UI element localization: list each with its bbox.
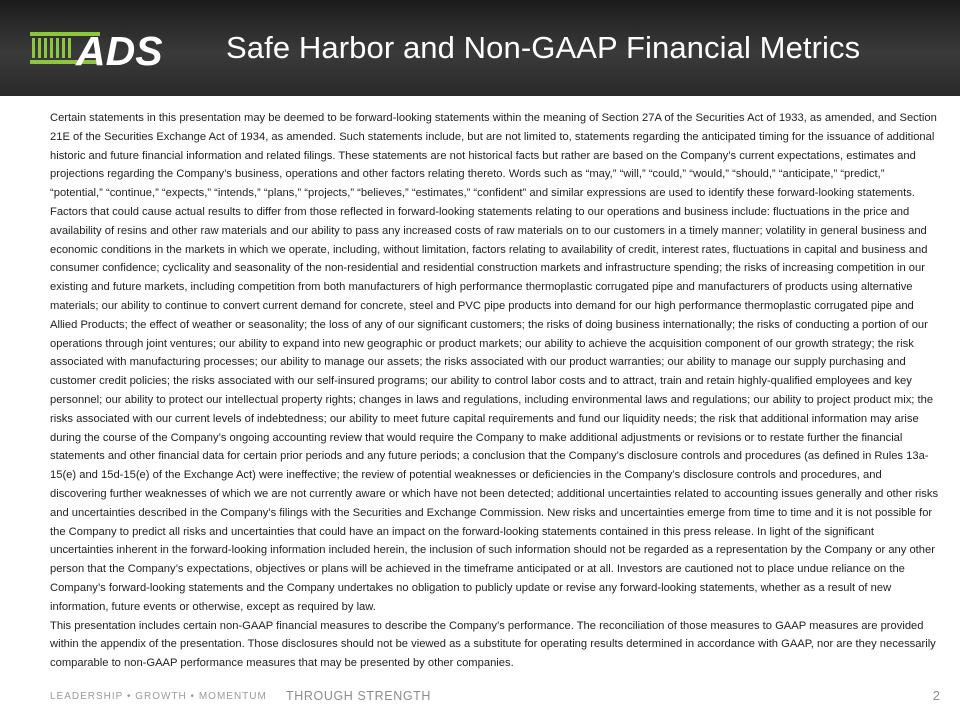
footer-tagline: LEADERSHIP • GROWTH • MOMENTUM <box>50 691 267 702</box>
ads-logo <box>30 26 180 70</box>
disclaimer-body <box>50 109 940 673</box>
header-bar <box>0 0 960 96</box>
page-number: 2 <box>932 688 940 703</box>
footer-subtagline: THROUGH STRENGTH <box>286 689 432 703</box>
safe-harbor-paragraph: Certain statements in this presentation may be deemed to be forward-looking statements within the meaning of Section 27A of the Securities Act of 1933, as amended, and Section 21E of the Securities Exchange Act of 1934, as amended. Such statements include, but are not limited to, statements regarding the anticipated timing for the issuance of additional historic and future financial information and related filings. These statements are not historical facts but rather are based on the Company’s current expectations, estimates and projections regarding the Company’s business, operations and other factors relating thereto. Words such as “may,” “will,” “could,” “would,” “should,” “anticipate,” “predict,” “potential,” “continue,” “expects,” “intends,” “plans,” “projects,” “believes,” “estimates,” “confident” and similar expressions are used to identify these forward-looking statements. Factors that could cause actual results to differ from those reflected in forward-looking statements relating to our operations and business include: fluctuations in the price and availability of resins and other raw materials and our ability to pass any increased costs of raw materials on to our customers in a timely manner; volatility in general business and economic conditions in the markets in which we operate, including, without limitation, factors relating to availability of credit, interest rates, fluctuations in capital and business and consumer confidence; cyclicality and seasonality of the non-residential and residential construction markets and infrastructure spending; the risks of increasing competition in our existing and future markets, including competition from both manufacturers of high performance thermoplastic corrugated pipe and manufacturers of products using alternative materials; our ability to continue to convert current demand for concrete, steel and PVC pipe products into demand for our high performance thermoplastic corrugated pipe and Allied Products; the effect of weather or seasonality; the loss of any of our significant customers; the risks of doing business internationally; the risks of conducting a portion of our operations through joint ventures; our ability to expand into new geographic or product markets; our ability to achieve the acquisition component of our growth strategy; the risk associated with manufacturing processes; our ability to manage our assets; the risks associated with our product warranties; our ability to manage our supply purchasing and customer credit policies; the risks associated with our self-insured programs; our ability to control labor costs and to attract, train and retain highly-qualified employees and key personnel; our ability to protect our intellectual property rights; changes in laws and regulations, including environmental laws and regulations; our ability to project product mix; the risks associated with our current levels of indebtedness; our ability to meet future capital requirements and fund our liquidity needs; the risk that additional information may arise during the course of the Company’s ongoing accounting review that would require the Company to make additional adjustments or revisions or to restate further the financial statements and other financial data for certain prior periods and any future periods; a conclusion that the Company’s disclosure controls and procedures (as defined in Rules 13a-15(e) and 15d-15(e) of the Exchange Act) were ineffective; the review of potential weaknesses or deficiencies in the Company’s disclosure controls and procedures, and discovering further weaknesses of which we are not currently aware or which have not been detected; additional uncertainties related to accounting issues generally and other risks and uncertainties described in the Company’s filings with the Securities and Exchange Commission. New risks and uncertainties emerge from time to time and it is not possible for the Company to predict all risks and uncertainties that could have an impact on the forward-looking statements contained in this press release. In light of the significant uncertainties inherent in the forward-looking information included herein, the inclusion of such information should not be regarded as a representation by the Company or any other person that the Company’s expectations, objectives or plans will be achieved in the timeframe anticipated or at all. Investors are cautioned not to place undue reliance on the Company’s forward-looking statements and the Company undertakes no obligation to publicly update or revise any forward-looking statements, whether as a result of new information, future events or otherwise, except as required by law. <box>50 112 939 613</box>
ads-logo-graphic <box>30 26 180 70</box>
logo-text: ADS <box>76 28 163 70</box>
page-title: Safe Harbor and Non-GAAP Financial Metrics <box>226 30 861 65</box>
non-gaap-paragraph: This presentation includes certain non-GAAP financial measures to describe the Company’s performance. The reconciliation of those measures to GAAP measures are provided within the appendix of the presentation. Those disclosures should not be viewed as a substitute for operating results determined in accordance with GAAP, nor are they necessarily comparable to non-GAAP performance measures that may be presented by other companies. <box>50 619 936 670</box>
